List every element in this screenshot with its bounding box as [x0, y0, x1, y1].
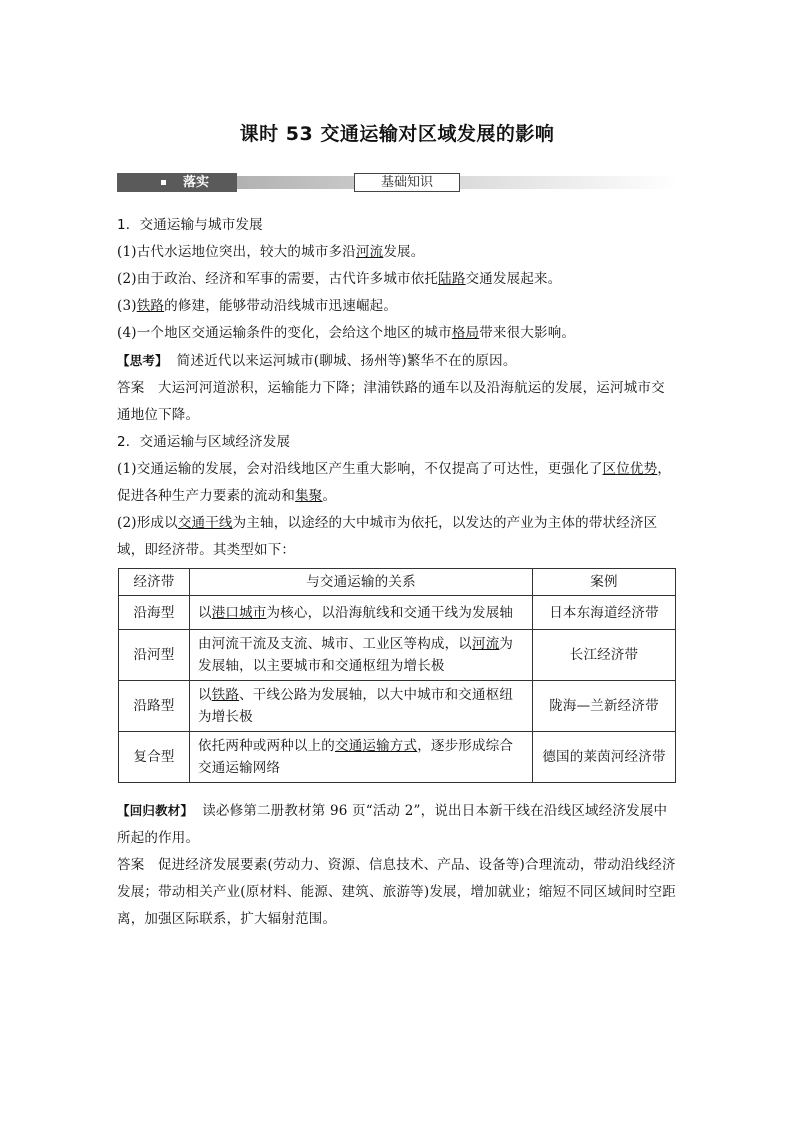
belt-relation [190, 596, 533, 630]
text-run: (2)形成以 [117, 515, 178, 531]
table-row [119, 681, 676, 732]
text-run: 。 [322, 488, 337, 504]
part1-item3 [117, 293, 677, 320]
text-run: ，促进各种生产力要素的流动和 [117, 461, 672, 504]
text-run: 的修建，能够带动沿线城市迅速崛起。 [164, 298, 398, 314]
key-term: 港口城市 [211, 604, 267, 621]
part2-heading: 2．交通运输与区域经济发展 [117, 434, 291, 450]
think-question [117, 347, 677, 375]
belt-type: 沿河型 [119, 630, 190, 681]
part2-item1 [117, 456, 677, 510]
table-row [119, 630, 676, 681]
answer-text: 大运河河道淤积，运输能力下降；津浦铁路的通车以及沿海航运的发展，运河城市交通地位下降。 [117, 380, 665, 423]
think-tag: 【思考】 [117, 353, 168, 368]
key-term: 集聚 [295, 488, 323, 504]
key-term: 陆路 [438, 271, 466, 287]
economic-belt-table [118, 568, 676, 783]
text-run: 依托两种或两种以上的 [198, 738, 335, 754]
square-bullet-icon [161, 180, 166, 185]
think-answer [117, 375, 677, 429]
text-run: 带来很大影响。 [479, 325, 576, 341]
review-text: 读必修第二册教材第 96 页“活动 2”，说出日本新干线在沿线区域经济发展中所起的作用。 [117, 803, 668, 846]
part1-heading: 1．交通运输与城市发展 [117, 217, 263, 233]
part1-item2 [117, 266, 677, 293]
table-header: 与交通运输的关系 [190, 569, 533, 596]
table-row [119, 596, 676, 630]
answer-tag: 答案 [117, 380, 145, 396]
table-header-row [119, 569, 676, 596]
lesson-title: 课时 53 交通运输对区域发展的影响 [239, 123, 555, 145]
review-question [117, 797, 677, 852]
review-answer [117, 852, 677, 933]
belt-type: 沿路型 [119, 681, 190, 732]
think-text: 简述近代以来运河城市(聊城、扬州等)繁华不在的原因。 [176, 353, 517, 369]
part1-item1 [117, 239, 677, 266]
answer-text: 促进经济发展要素(劳动力、资源、信息技术、产品、设备等)合理流动，带动沿线经济发展；带动相关产业(原材料、能源、建筑、旅游等)发展，增加就业；缩短不同区域间时空距离，加强区际联系，扩大辐射范围。 [117, 857, 676, 927]
review-tag: 【回归教材】 [117, 803, 194, 818]
table-header: 案例 [533, 569, 676, 596]
part1-item4 [117, 320, 677, 347]
key-term: 河流 [472, 636, 500, 652]
belt-example: 日本东海道经济带 [533, 596, 676, 630]
answer-tag: 答案 [117, 857, 145, 873]
banner-section-block [117, 173, 237, 192]
text-run: 、干线公路为发展轴，以大中城市和交通枢纽为增长极 [198, 687, 514, 725]
belt-example: 长江经济带 [533, 630, 676, 681]
key-term: 格局 [451, 325, 480, 341]
belt-relation [190, 681, 533, 732]
text-run: 发展。 [383, 244, 425, 260]
belt-example: 德国的莱茵河经济带 [533, 732, 676, 783]
text-run: ，逐步形成综合交通运输网络 [198, 738, 514, 776]
belt-relation [190, 630, 533, 681]
belt-example: 陇海—兰新经济带 [533, 681, 676, 732]
text-run: 由河流干流及支流、城市、工业区等构成，以 [198, 636, 472, 652]
text-run: (1)古代水运地位突出，较大的城市多沿 [117, 244, 356, 260]
text-run: (1)交通运输的发展，会对沿线地区产生重大影响，不仅提高了可达性，更强化了 [117, 461, 603, 477]
text-run: 为主轴，以途经的大中城市为依托，以发达的产业为主体的带状经济区域，即经济带。其类型如下： [117, 515, 658, 558]
part2-item2 [117, 510, 677, 564]
text-run: 交通发展起来。 [465, 271, 562, 287]
table-header: 经济带 [119, 569, 190, 596]
text-run: (2)由于政治、经济和军事的需要，古代许多城市依托 [117, 271, 439, 287]
text-run: (3) [117, 298, 137, 314]
section-banner [117, 173, 677, 192]
key-term: 交通干线 [177, 515, 233, 531]
key-term: 区位优势 [602, 461, 658, 477]
key-term: 铁路 [211, 687, 240, 703]
key-term: 交通运输方式 [335, 738, 418, 754]
banner-section-label: 落实 [183, 175, 210, 190]
belt-type: 复合型 [119, 732, 190, 783]
text-run: 以 [198, 687, 212, 703]
table-row [119, 732, 676, 783]
lesson-content [117, 212, 677, 933]
text-run: 以 [198, 604, 212, 621]
key-term: 河流 [355, 244, 384, 260]
banner-sub-label: 基础知识 [354, 173, 460, 192]
key-term: 铁路 [136, 298, 165, 314]
belt-type: 沿海型 [119, 596, 190, 630]
text-run: 为发展轴，以主要城市和交通枢纽为增长极 [198, 636, 514, 674]
text-run: 为核心，以沿海航线和交通干线为发展轴 [266, 604, 514, 621]
text-run: (4)一个地区交通运输条件的变化，会给这个地区的城市 [117, 325, 452, 341]
belt-relation [190, 732, 533, 783]
